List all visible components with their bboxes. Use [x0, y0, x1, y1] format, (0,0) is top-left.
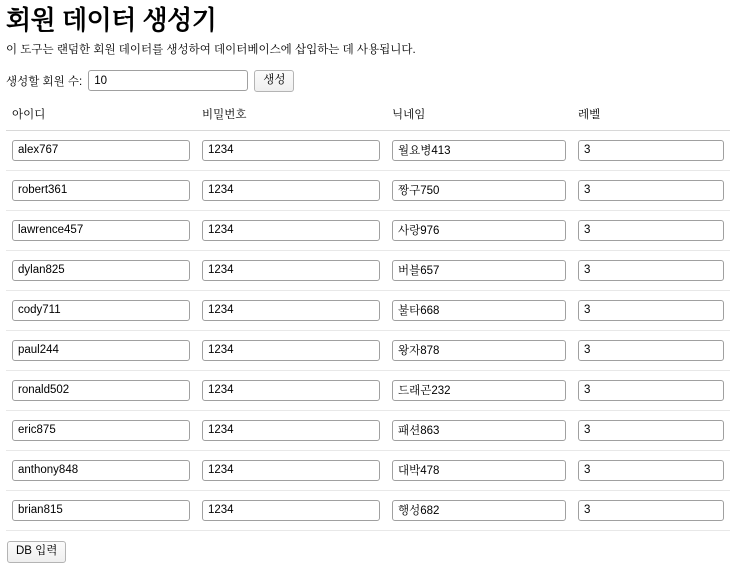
- member-count-input[interactable]: [88, 70, 248, 91]
- column-header-id: 아이디: [6, 102, 196, 131]
- row-id-input[interactable]: [12, 420, 190, 441]
- column-header-password: 비밀번호: [196, 102, 386, 131]
- row-nickname-input[interactable]: [392, 340, 566, 361]
- generated-members-table: [6, 102, 730, 531]
- table-cell: [386, 250, 572, 290]
- row-password-input[interactable]: [202, 220, 380, 241]
- row-level-input[interactable]: [578, 220, 724, 241]
- row-password-input[interactable]: [202, 260, 380, 281]
- table-cell: [6, 290, 196, 330]
- table-cell: [196, 330, 386, 370]
- row-id-input[interactable]: [12, 300, 190, 321]
- row-level-input[interactable]: [578, 340, 724, 361]
- table-cell: [572, 250, 730, 290]
- table-cell: [6, 370, 196, 410]
- table-cell: [572, 410, 730, 450]
- table-cell: [572, 170, 730, 210]
- table-cell: [572, 330, 730, 370]
- row-password-input[interactable]: [202, 500, 380, 521]
- column-header-nickname: 닉네임: [386, 102, 572, 131]
- row-level-input[interactable]: [578, 140, 724, 161]
- table-cell: [386, 130, 572, 170]
- table-cell: [386, 170, 572, 210]
- table-cell: [196, 410, 386, 450]
- page-container: [0, 6, 730, 563]
- page-description: 이 도구는 랜덤한 회원 데이터를 생성하여 데이터베이스에 삽입하는 데 사용됩니다.: [6, 43, 416, 56]
- table-row: [6, 410, 730, 450]
- table-cell: [386, 290, 572, 330]
- row-password-input[interactable]: [202, 420, 380, 441]
- row-id-input[interactable]: [12, 260, 190, 281]
- table-cell: [196, 450, 386, 490]
- row-id-input[interactable]: [12, 220, 190, 241]
- table-cell: [196, 490, 386, 530]
- table-cell: [572, 370, 730, 410]
- table-cell: [6, 130, 196, 170]
- table-row: [6, 450, 730, 490]
- table-cell: [196, 370, 386, 410]
- table-cell: [572, 290, 730, 330]
- row-id-input[interactable]: [12, 340, 190, 361]
- table-cell: [572, 210, 730, 250]
- table-row: [6, 250, 730, 290]
- row-level-input[interactable]: [578, 500, 724, 521]
- table-cell: [572, 450, 730, 490]
- row-id-input[interactable]: [12, 180, 190, 201]
- footer-actions: [6, 541, 730, 563]
- db-insert-button[interactable]: DB 입력: [7, 541, 66, 563]
- row-password-input[interactable]: [202, 340, 380, 361]
- table-cell: [6, 490, 196, 530]
- table-cell: [572, 130, 730, 170]
- table-cell: [196, 290, 386, 330]
- table-cell: [6, 170, 196, 210]
- row-nickname-input[interactable]: [392, 300, 566, 321]
- row-password-input[interactable]: [202, 380, 380, 401]
- row-nickname-input[interactable]: [392, 260, 566, 281]
- row-nickname-input[interactable]: [392, 220, 566, 241]
- row-password-input[interactable]: [202, 460, 380, 481]
- generate-controls: [6, 70, 730, 92]
- member-count-label: 생성할 회원 수:: [6, 75, 83, 88]
- table-cell: [196, 130, 386, 170]
- row-id-input[interactable]: [12, 380, 190, 401]
- table-cell: [6, 410, 196, 450]
- row-nickname-input[interactable]: [392, 460, 566, 481]
- table-cell: [386, 450, 572, 490]
- row-password-input[interactable]: [202, 140, 380, 161]
- table-row: [6, 490, 730, 530]
- row-password-input[interactable]: [202, 300, 380, 321]
- table-cell: [572, 490, 730, 530]
- column-header-level: 레벨: [572, 102, 730, 131]
- row-level-input[interactable]: [578, 380, 724, 401]
- table-cell: [196, 210, 386, 250]
- generate-button[interactable]: 생성: [254, 70, 294, 92]
- table-cell: [386, 490, 572, 530]
- row-level-input[interactable]: [578, 260, 724, 281]
- row-id-input[interactable]: [12, 140, 190, 161]
- table-row: [6, 130, 730, 170]
- row-id-input[interactable]: [12, 460, 190, 481]
- table-header-row: [6, 102, 730, 131]
- table-cell: [386, 410, 572, 450]
- row-nickname-input[interactable]: [392, 500, 566, 521]
- table-row: [6, 290, 730, 330]
- table-cell: [386, 370, 572, 410]
- row-nickname-input[interactable]: [392, 180, 566, 201]
- table-cell: [6, 210, 196, 250]
- table-row: [6, 210, 730, 250]
- row-nickname-input[interactable]: [392, 420, 566, 441]
- table-row: [6, 170, 730, 210]
- row-password-input[interactable]: [202, 180, 380, 201]
- page-title: 회원 데이터 생성기: [6, 5, 217, 35]
- table-cell: [196, 250, 386, 290]
- table-cell: [196, 170, 386, 210]
- row-id-input[interactable]: [12, 500, 190, 521]
- row-nickname-input[interactable]: [392, 140, 566, 161]
- table-cell: [6, 450, 196, 490]
- table-row: [6, 370, 730, 410]
- row-level-input[interactable]: [578, 300, 724, 321]
- row-level-input[interactable]: [578, 180, 724, 201]
- row-level-input[interactable]: [578, 420, 724, 441]
- table-cell: [386, 210, 572, 250]
- row-nickname-input[interactable]: [392, 380, 566, 401]
- table-row: [6, 330, 730, 370]
- row-level-input[interactable]: [578, 460, 724, 481]
- table-cell: [6, 250, 196, 290]
- table-cell: [6, 330, 196, 370]
- table-cell: [386, 330, 572, 370]
